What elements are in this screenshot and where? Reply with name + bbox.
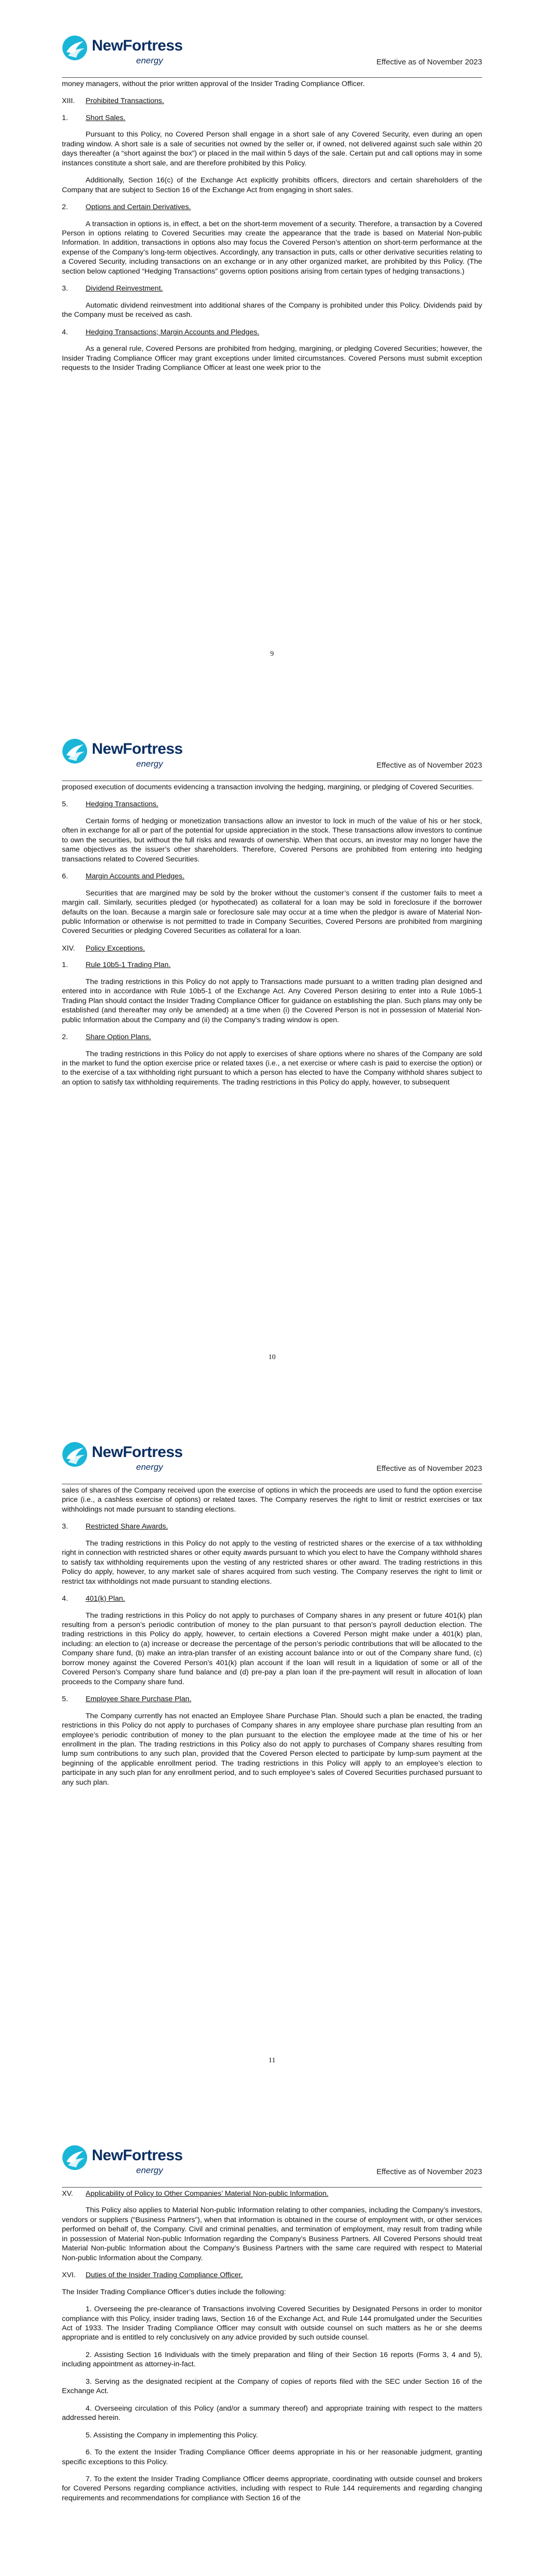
paragraph: The trading restrictions in this Policy do not apply to purchases of Company shares in any present or future 401(k) plan resulting from a person’s periodic contribution of money to the plan pursuant to that person’s payroll deduction election. The trading restrictions in this Policy do apply, however, to certain elections a Covered Person might make under a 401(k) plan, including: an election to (a) increase or decrease the percentage of the person’s periodic contributions that will be allocated to the Company share fund, (b) make an intra-plan transfer of an existing account balance into or out of the Company share fund, (c) borrow money against the Covered Person’s 401(k) plan account if the loan will result in a liquidation of some or all of the Covered Person’s Company share fund balance and (d) pre-pay a plan loan if the pre-payment will result in allocation of loan proceeds to the Company share fund. xyxy=(62,1611,482,1686)
section-heading xyxy=(62,113,482,123)
paragraph: Automatic dividend reinvestment into additional shares of the Company is prohibited under this Policy. Dividends paid by the Company must be received as cash. xyxy=(62,301,482,319)
paragraph: sales of shares of the Company received upon the exercise of options in which the proceeds are used to fund the option exercise price (i.e., a cashless exercise of options) or related taxes. The Company reserves the right to limit or restrict exercises or tax withholdings not made pursuant to standing elections. xyxy=(62,1486,482,1514)
section-number: 6. xyxy=(62,872,68,881)
section-number: 5. xyxy=(62,800,68,809)
section-number: XIV. xyxy=(62,944,75,953)
paragraph: The Insider Trading Compliance Officer’s duties include the following: xyxy=(62,2287,286,2296)
section-heading xyxy=(62,1594,482,1603)
page-body xyxy=(62,703,482,1406)
brand-subtitle: energy xyxy=(136,2165,163,2175)
section-title: Margin Accounts and Pledges. xyxy=(86,872,185,881)
section-title: Duties of the Insider Trading Compliance Officer. xyxy=(86,2271,243,2280)
header-rule xyxy=(62,77,482,78)
section-number: 1. xyxy=(62,961,68,970)
section-heading xyxy=(62,202,482,212)
section-title: Prohibited Transactions. xyxy=(86,97,164,106)
company-logo xyxy=(62,2140,183,2181)
section-title: Hedging Transactions; Margin Accounts and Pledges. xyxy=(86,328,259,336)
section-heading xyxy=(62,284,482,293)
section-heading xyxy=(62,1032,482,1042)
paragraph: As a general rule, Covered Persons are prohibited from hedging, margining, or pledging Covered Securities; however, the Insider Trading Compliance Officer may grant exceptions under limited circumstances. Covered Persons must submit exception requests to the Insider Trading Compliance Officer at least one week prior to the xyxy=(62,345,482,372)
company-logo xyxy=(62,1436,183,1478)
company-logo xyxy=(62,733,183,774)
section-title: Applicability of Policy to Other Companies’ Material Non-public Information. xyxy=(86,2190,329,2198)
brand-name: NewFortress xyxy=(92,1444,183,1461)
section-heading xyxy=(62,1694,482,1704)
section-heading xyxy=(62,2189,482,2198)
paragraph: 2. Assisting Section 16 Individuals with the timely preparation and filing of their Section 16 reports (Forms 3, 4 and 5), including appointment as attorney-in-fact. xyxy=(62,2350,482,2369)
paragraph: Certain forms of hedging or monetization transactions allow an investor to lock in much of the value of his or her stock, often in exchange for all or part of the potential for upside appreciation in the stock. These transactions allow investors to continue to own the securities, but without the full risks and rewards of ownership. When that occurs, an investor may no longer have the same objectives as the issuer’s other shareholders. Therefore, Covered Persons are prohibited from entering into hedging transactions related to Covered Securities. xyxy=(62,817,482,863)
page-content xyxy=(62,783,482,1095)
document-page xyxy=(0,703,544,1406)
paragraph: 7. To the extent the Insider Trading Compliance Officer deems appropriate, coordinating with outside counsel and brokers for Covered Persons regarding compliance activities, including with respect to Rule 144 requirements and regarding changing requirements and recommendations for compliance with Section 16 of the xyxy=(62,2475,482,2502)
effective-date: Effective as of November 2023 xyxy=(376,1464,482,1473)
brand-name: NewFortress xyxy=(92,2147,183,2164)
brand-name: NewFortress xyxy=(92,740,183,757)
page-content xyxy=(62,1486,482,1795)
section-title: Hedging Transactions. xyxy=(86,800,159,809)
paragraph: The trading restrictions in this Policy do not apply to Transactions made pursuant to a written trading plan designed and entered into in accordance with Rule 10b5-1 of the Exchange Act. Any Covered Person desiring to enter into a Rule 10b5-1 Trading Plan should contact the Insider Trading Compliance Officer for guidance on establishing the plan. Such plans may only be established (and thereafter may only be amended) at a time when (i) the Covered Person is not in possession of Material Non-public Information about the Company and (ii) the Company’s trading window is open. xyxy=(62,977,482,1024)
page-header xyxy=(62,1436,482,1481)
section-number: 1. xyxy=(62,113,68,122)
section-number: 2. xyxy=(62,1033,68,1042)
paragraph: proposed execution of documents evidencing a transaction involving the hedging, margining, or pledging of Covered Securities. xyxy=(62,783,474,791)
page-number: 10 xyxy=(268,1353,276,1361)
page-number: 9 xyxy=(270,650,274,658)
logo-mark-icon xyxy=(62,738,88,764)
page-body xyxy=(62,1406,482,2110)
page-number: 11 xyxy=(268,2057,276,2064)
brand-name: NewFortress xyxy=(92,37,183,54)
section-number: 3. xyxy=(62,1522,68,1531)
paragraph: Pursuant to this Policy, no Covered Person shall engage in a short sale of any Covered Security, even during an open trading window. A short sale is a sale of securities not owned by the seller or, if owned, not delivered against such sale within 20 days thereafter (a “short against the box”) or placed in the mail within 5 days of the sale. Certain put and call options may in some instances constitute a short sale, and are therefore prohibited by this Policy. xyxy=(62,130,482,167)
section-heading xyxy=(62,1522,482,1531)
section-heading xyxy=(62,328,482,337)
paragraph: Securities that are margined may be sold by the broker without the customer’s consent if the customer fails to meet a margin call. Similarly, securities pledged (or hypothecated) as collateral for a loan may be sold in foreclosure if the borrower defaults on the loan. Because a margin sale or foreclosure sale may occur at a time when the pledgor is aware of Material Non-public Information or otherwise is not permitted to trade in Company Securities, Covered Persons are prohibited from margining Covered Securities or pledging Covered Securities as collateral for a loan. xyxy=(62,889,482,936)
section-title: Employee Share Purchase Plan. xyxy=(86,1695,192,1704)
paragraph: 6. To the extent the Insider Trading Compliance Officer deems appropriate in his or her reasonable judgment, granting specific exceptions to this Policy. xyxy=(62,2448,482,2466)
effective-date: Effective as of November 2023 xyxy=(376,761,482,770)
section-heading xyxy=(62,96,482,106)
section-title: Policy Exceptions. xyxy=(86,944,145,953)
section-title: Share Option Plans. xyxy=(86,1033,151,1042)
page-header xyxy=(62,2140,482,2184)
section-number: 3. xyxy=(62,284,68,293)
paragraph: A transaction in options is, in effect, a bet on the short-term movement of a security. Therefore, a transaction by a Covered Person in options relating to Covered Securities may create the appearance that the trade is based on Material Non-public Information. In addition, transactions in options also may focus the Covered Person’s attention on short-term performance at the expense of the Company’s long-term objectives. Accordingly, any transaction in puts, calls or other derivative securities relating to a Covered Security, including transactions on an exchange or in any other organized market, are prohibited by this Policy. (The section below captioned “Hedging Transactions” governs option positions arising from certain types of hedging transactions.) xyxy=(62,219,482,276)
paragraph: The Company currently has not enacted an Employee Share Purchase Plan. Should such a plan be enacted, the trading restrictions in this Policy do not apply to purchases of Company shares in any employee share purchase plan resulting from an employee’s periodic contribution of money to the plan pursuant to the election the employee made at the time of his or her enrollment in the plan. The trading restrictions in this Policy also do not apply to purchases of Company shares resulting from lump sum contributions to any such plan, provided that the Covered Person elected to participate by lump-sum payment at the beginning of the applicable enrollment period. The trading restrictions in this Policy will apply to an employee’s election to participate in any such plan for any enrollment period, and to such employee’s sales of Covered Securities purchased pursuant to any such plan. xyxy=(62,1711,482,1787)
brand-subtitle: energy xyxy=(136,1462,163,1472)
section-title: Options and Certain Derivatives. xyxy=(86,203,191,212)
page-body xyxy=(62,0,482,703)
section-heading xyxy=(62,800,482,809)
paragraph: 1. Overseeing the pre-clearance of Transactions involving Covered Securities by Designated Persons in order to monitor compliance with this Policy, insider trading laws, Section 16 of the Exchange Act, and Rule 144 promulgated under the Securities Act of 1933. The Insider Trading Compliance Officer may consult with outside counsel on such matters as he or she deems appropriate and is entitled to rely conclusively on any advice provided by such outside counsel. xyxy=(62,2305,482,2342)
section-heading xyxy=(62,960,482,970)
section-number: 4. xyxy=(62,1595,68,1603)
page-header xyxy=(62,30,482,74)
section-heading xyxy=(62,944,482,953)
document-page xyxy=(0,1406,544,2110)
paragraph: money managers, without the prior written approval of the Insider Trading Compliance Officer. xyxy=(62,80,365,88)
brand-subtitle: energy xyxy=(136,759,163,769)
section-title: 401(k) Plan. xyxy=(86,1595,125,1603)
section-title: Short Sales. xyxy=(86,113,126,122)
document-page xyxy=(0,2110,544,2576)
section-number: XV. xyxy=(62,2190,73,2198)
section-number: XIII. xyxy=(62,97,75,106)
section-number: 5. xyxy=(62,1695,68,1704)
paragraph: 3. Serving as the designated recipient at the Company of copies of reports filed with the SEC under Section 16 of the Exchange Act. xyxy=(62,2377,482,2396)
section-number: XVI. xyxy=(62,2271,76,2280)
paragraph: This Policy also applies to Material Non-public Information relating to other companies, including the Company’s investors, vendors or suppliers (“Business Partners”), when that information is obtained in the course of employment with, or other services performed on behalf of, the Company. Civil and criminal penalties, and termination of employment, may result from trading while in possession of Material Non-public Information regarding the Company’s Business Partners. All Covered Persons should treat Material Non-public Information about the Company’s Business Partners with the same care required with respect to Material Non-public Information about the Company. xyxy=(62,2206,482,2262)
logo-mark-icon xyxy=(62,2145,88,2171)
paragraph: The trading restrictions in this Policy do not apply to the vesting of restricted shares or the exercise of a tax withholding right in connection with restricted shares or other equity awards pursuant to which you elect to have the Company withhold shares to satisfy tax withholding requirements upon the vesting of any restricted shares or other award. The trading restrictions in this Policy do apply, however, to any market sale of shares acquired from such vesting. The Company reserves the right to limit or restrict tax withholdings not made pursuant to standing elections. xyxy=(62,1539,482,1586)
logo-mark-icon xyxy=(62,35,88,61)
paragraph: 4. Overseeing circulation of this Policy (and/or a summary thereof) and appropriate training with respect to the matters addressed herein. xyxy=(62,2404,482,2422)
section-heading xyxy=(62,872,482,881)
section-title: Rule 10b5-1 Trading Plan. xyxy=(86,961,171,970)
page-body xyxy=(62,2110,482,2576)
paragraph: The trading restrictions in this Policy do not apply to exercises of share options where no shares of the Company are sold in the market to fund the option exercise price or related taxes (i.e., a net exercise or where cash is paid to exercise the option) or to the exercise of a tax withholding right pursuant to which a person has elected to have the Company withhold shares subject to an option to satisfy tax withholding requirements. The trading restrictions in this Policy do apply, however, to subsequent xyxy=(62,1049,482,1087)
section-heading xyxy=(62,2270,482,2280)
section-number: 2. xyxy=(62,203,68,212)
page-header xyxy=(62,733,482,777)
section-title: Restricted Share Awards. xyxy=(86,1522,168,1531)
page-content xyxy=(62,2189,482,2511)
section-number: 4. xyxy=(62,328,68,336)
company-logo xyxy=(62,30,183,71)
effective-date: Effective as of November 2023 xyxy=(376,58,482,66)
brand-subtitle: energy xyxy=(136,56,163,65)
logo-mark-icon xyxy=(62,1442,88,1467)
page-content xyxy=(62,79,482,380)
paragraph: Additionally, Section 16(c) of the Exchange Act explicitly prohibits officers, directors and certain shareholders of the Company that are subject to Section 16 of the Exchange Act from engaging in short sales. xyxy=(62,176,482,194)
section-title: Dividend Reinvestment. xyxy=(86,284,163,293)
document-page xyxy=(0,0,544,703)
effective-date: Effective as of November 2023 xyxy=(376,2167,482,2176)
header-rule xyxy=(62,2187,482,2188)
paragraph: 5. Assisting the Company in implementing this Policy. xyxy=(86,2431,258,2439)
